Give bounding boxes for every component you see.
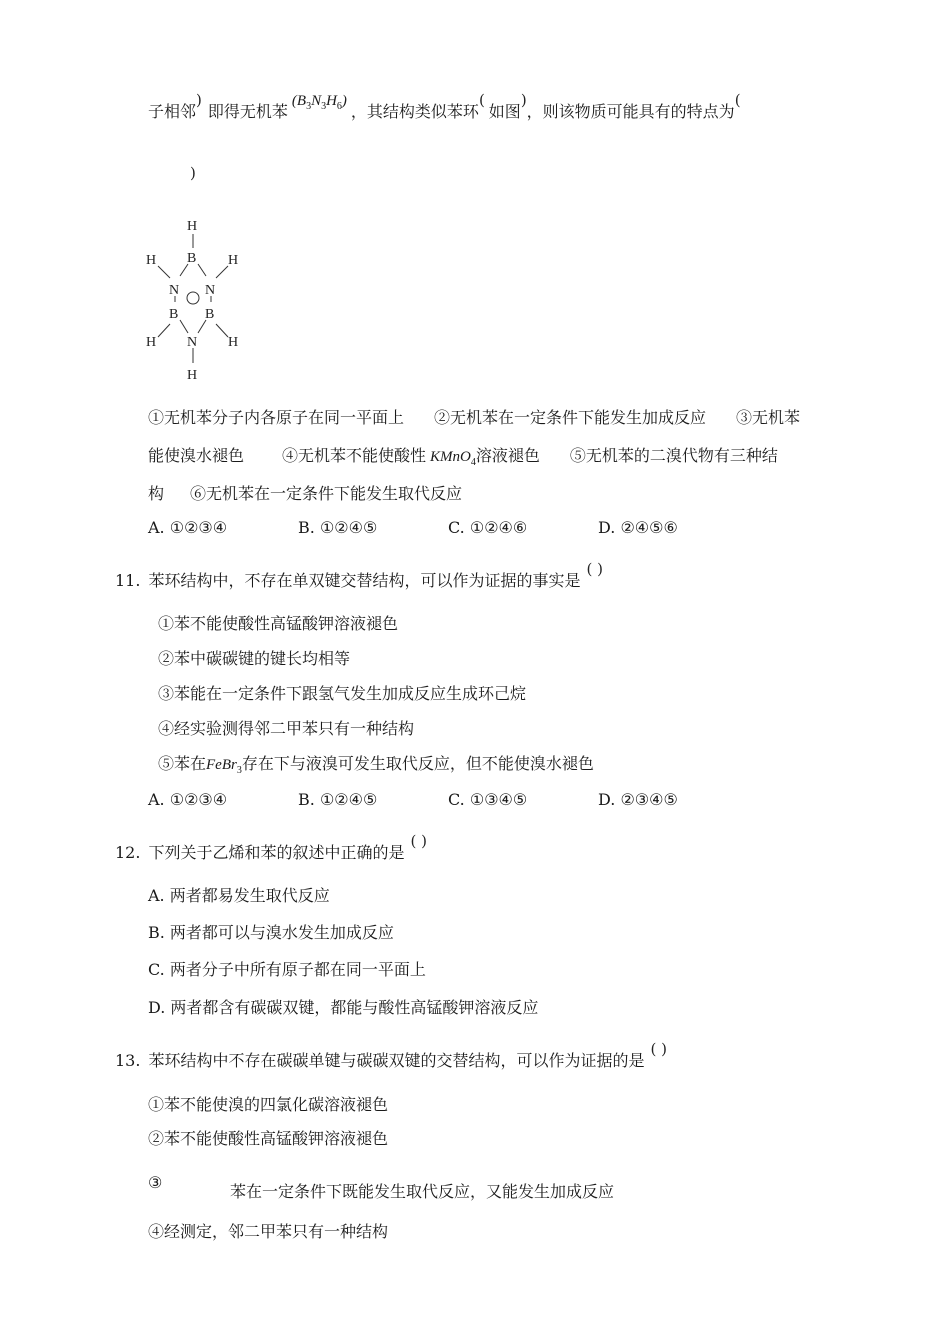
q10-text-a: 子相邻 — [148, 102, 197, 121]
q10-statement-1: ①无机苯分子内各原子在同一平面上 — [148, 408, 405, 427]
q11-item-4: ④经实验测得邻二甲苯只有一种结构 — [158, 719, 415, 738]
atom-h-bottom: H — [187, 368, 198, 383]
q12-option-d[interactable]: D. 两者都含有碳碳双键，都能与酸性高锰酸钾溶液反应 — [148, 998, 539, 1017]
atom-n-left: N — [169, 283, 180, 298]
q13-item-2: ②苯不能使酸性高锰酸钾溶液褪色 — [148, 1129, 389, 1148]
q10-option-b[interactable]: B. ①②④⑤ — [298, 518, 378, 537]
q11-item-3: ③苯能在一定条件下跟氢气发生加成反应生成环己烷 — [158, 684, 527, 703]
q10-option-d[interactable]: D. ②④⑤⑥ — [598, 518, 678, 537]
q13-number: 13. — [115, 1051, 141, 1070]
q11-option-c[interactable]: C. ①③④⑤ — [448, 790, 528, 809]
q10-statement-3a: ③无机苯 — [736, 408, 801, 427]
q10-formula-kmno4: KMnO$_4$ — [430, 449, 476, 468]
atom-h-top: H — [187, 219, 198, 234]
q10-statement-4b: 溶液褪色 — [475, 446, 540, 465]
atom-n-right: N — [205, 283, 216, 298]
q10-text-e: ，则该物质可能具有的特点为 — [526, 102, 735, 121]
q10-paren-open-3: ( — [734, 91, 741, 109]
q10-statements-line3 — [148, 486, 462, 502]
q10-statement-3b: 能使溴水褪色 — [148, 446, 245, 465]
q10-paren-close-1: ) — [196, 91, 202, 109]
q13-answer-blank[interactable]: ( ) — [650, 1040, 667, 1058]
q13-item-3-text: 苯在一定条件下既能发生取代反应，又能发生加成反应 — [230, 1182, 615, 1201]
q10-statement-4a: ④无机苯不能使酸性 — [282, 446, 427, 465]
q12-number: 12. — [115, 843, 141, 862]
q10-statement-5: ⑤无机苯的二溴代物有三种结 — [569, 446, 778, 465]
q10-paren-open-2: ( — [478, 91, 485, 109]
q13-item-4: ④经测定，邻二甲苯只有一种结构 — [148, 1222, 389, 1241]
atom-h-lower-right: H — [228, 335, 239, 350]
atom-b-top: B — [187, 251, 197, 266]
q12-option-a[interactable]: A. 两者都易发生取代反应 — [148, 886, 330, 905]
atom-b-right: B — [205, 307, 215, 322]
q11-formula-febr3: FeBr$_3$ — [206, 757, 242, 776]
atom-h-lower-left: H — [146, 335, 157, 350]
q13-stem: 苯环结构中不存在碳碳单键与碳碳双键的交替结构，可以作为证据的是 — [148, 1051, 645, 1070]
atom-b-left: B — [169, 307, 179, 322]
q12-option-c[interactable]: C. 两者分子中所有原子都在同一平面上 — [148, 960, 426, 979]
q10-statement-2: ②无机苯在一定条件下能发生加成反应 — [434, 408, 707, 427]
q11-number: 11. — [115, 571, 141, 590]
q10-statements-line2 — [148, 448, 778, 468]
q11-option-b[interactable]: B. ①②④⑤ — [298, 790, 378, 809]
q10-statement-5b: 构 — [148, 484, 165, 503]
borazine-structure-diagram — [138, 212, 248, 387]
q10-line1 — [148, 91, 741, 124]
q10-text-c: ，其结构类似苯环 — [350, 102, 479, 121]
q10-paren-close-2: ) — [520, 91, 527, 109]
q11-stem: 苯环结构中，不存在单双键交替结构，可以作为证据的事实是 — [148, 571, 581, 590]
q10-text-d: 如图 — [488, 102, 521, 121]
q11-item-5: ⑤苯在FeBr$_3$存在下与液溴可发生取代反应，但不能使溴水褪色 — [158, 754, 594, 776]
q10-statements-line1 — [148, 410, 800, 426]
q12-answer-blank[interactable]: ( ) — [410, 832, 427, 850]
q13-item-3-number: ③ — [148, 1173, 163, 1192]
q12-stem: 下列关于乙烯和苯的叙述中正确的是 — [148, 843, 405, 862]
q10-option-c[interactable]: C. ①②④⑥ — [448, 518, 528, 537]
atom-h-upper-right: H — [228, 253, 239, 268]
q12-option-b[interactable]: B. 两者都可以与溴水发生加成反应 — [148, 923, 394, 942]
q10-text-b: 即得无机苯 — [207, 102, 288, 121]
q11-answer-blank[interactable]: ( ) — [586, 560, 603, 578]
q10-option-a[interactable]: A. ①②③④ — [148, 518, 228, 537]
q10-statement-6: ⑥无机苯在一定条件下能发生取代反应 — [190, 484, 463, 503]
q13-item-1: ①苯不能使溴的四氯化碳溶液褪色 — [148, 1095, 389, 1114]
q10-answer-paren-close: ) — [190, 164, 196, 182]
ring-circle — [187, 292, 199, 304]
q11-option-a[interactable]: A. ①②③④ — [148, 790, 228, 809]
q11-option-d[interactable]: D. ②③④⑤ — [598, 790, 678, 809]
q11-header — [115, 560, 603, 591]
q10-formula-b3n3h6: $(B_3N_3H_6)$ — [291, 93, 347, 112]
q13-header — [115, 1040, 667, 1071]
q12-header — [115, 832, 427, 863]
atom-n-bottom: N — [187, 335, 198, 350]
q11-item-2: ②苯中碳碳键的键长均相等 — [158, 649, 351, 668]
q11-item-1: ①苯不能使酸性高锰酸钾溶液褪色 — [158, 614, 399, 633]
atom-h-upper-left: H — [146, 253, 157, 268]
